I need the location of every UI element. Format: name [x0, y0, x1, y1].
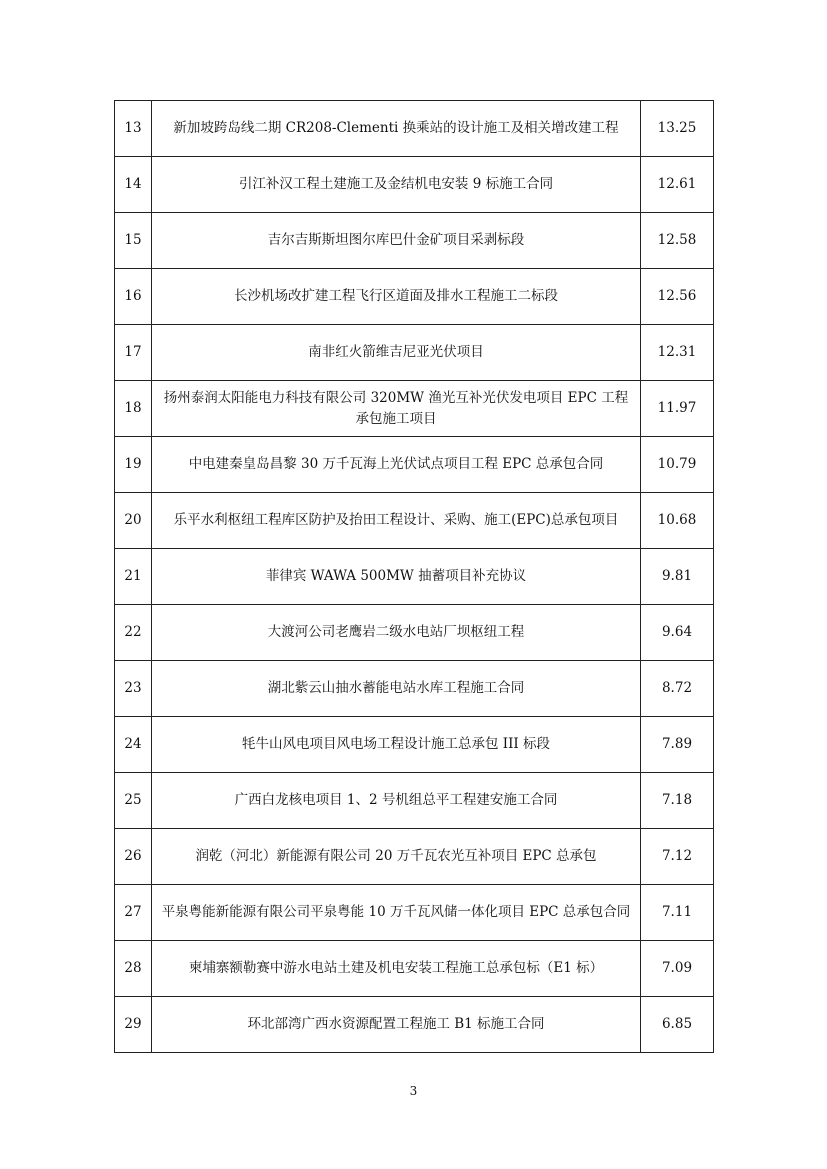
row-number: 20	[115, 493, 152, 549]
project-name: 环北部湾广西水资源配置工程施工 B1 标施工合同	[152, 997, 641, 1053]
table-row	[115, 325, 714, 381]
table-row	[115, 157, 714, 213]
row-number: 13	[115, 101, 152, 157]
row-number: 22	[115, 605, 152, 661]
table-row	[115, 101, 714, 157]
contract-amount: 10.68	[641, 493, 714, 549]
project-name: 菲律宾 WAWA 500MW 抽蓄项目补充协议	[152, 549, 641, 605]
contract-amount: 8.72	[641, 661, 714, 717]
project-name: 扬州泰润太阳能电力科技有限公司 320MW 渔光互补光伏发电项目 EPC 工程承包施工项目	[152, 381, 641, 437]
table-row	[115, 549, 714, 605]
contract-amount: 7.09	[641, 941, 714, 997]
project-name: 大渡河公司老鹰岩二级水电站厂坝枢纽工程	[152, 605, 641, 661]
table-row	[115, 941, 714, 997]
table-row	[115, 661, 714, 717]
row-number: 28	[115, 941, 152, 997]
contract-amount: 6.85	[641, 997, 714, 1053]
contract-amount: 7.11	[641, 885, 714, 941]
table-row	[115, 997, 714, 1053]
contracts-table	[114, 100, 714, 1053]
project-name: 牦牛山风电项目风电场工程设计施工总承包 III 标段	[152, 717, 641, 773]
table-row	[115, 885, 714, 941]
project-name: 平泉粤能新能源有限公司平泉粤能 10 万千瓦风储一体化项目 EPC 总承包合同	[152, 885, 641, 941]
row-number: 15	[115, 213, 152, 269]
row-number: 17	[115, 325, 152, 381]
project-name: 乐平水利枢纽工程库区防护及抬田工程设计、采购、施工(EPC)总承包项目	[152, 493, 641, 549]
table-row	[115, 437, 714, 493]
project-name: 吉尔吉斯斯坦图尔库巴什金矿项目采剥标段	[152, 213, 641, 269]
contract-amount: 7.89	[641, 717, 714, 773]
contract-amount: 11.97	[641, 381, 714, 437]
contract-amount: 7.18	[641, 773, 714, 829]
table-row	[115, 269, 714, 325]
contracts-table-body	[115, 101, 714, 1053]
project-name: 南非红火箭维吉尼亚光伏项目	[152, 325, 641, 381]
contract-amount: 13.25	[641, 101, 714, 157]
contract-amount: 12.61	[641, 157, 714, 213]
row-number: 24	[115, 717, 152, 773]
project-name: 引江补汉工程土建施工及金结机电安装 9 标施工合同	[152, 157, 641, 213]
row-number: 25	[115, 773, 152, 829]
contract-amount: 12.58	[641, 213, 714, 269]
table-row	[115, 381, 714, 437]
row-number: 26	[115, 829, 152, 885]
table-row	[115, 773, 714, 829]
contract-amount: 10.79	[641, 437, 714, 493]
row-number: 21	[115, 549, 152, 605]
project-name: 中电建秦皇岛昌黎 30 万千瓦海上光伏试点项目工程 EPC 总承包合同	[152, 437, 641, 493]
project-name: 柬埔寨额勒赛中游水电站土建及机电安装工程施工总承包标（E1 标）	[152, 941, 641, 997]
row-number: 18	[115, 381, 152, 437]
project-name: 润乾（河北）新能源有限公司 20 万千瓦农光互补项目 EPC 总承包	[152, 829, 641, 885]
project-name: 广西白龙核电项目 1、2 号机组总平工程建安施工合同	[152, 773, 641, 829]
row-number: 29	[115, 997, 152, 1053]
project-name: 长沙机场改扩建工程飞行区道面及排水工程施工二标段	[152, 269, 641, 325]
contract-amount: 9.81	[641, 549, 714, 605]
table-row	[115, 605, 714, 661]
row-number: 19	[115, 437, 152, 493]
table-row	[115, 493, 714, 549]
table-row	[115, 829, 714, 885]
project-name: 新加坡跨岛线二期 CR208-Clementi 换乘站的设计施工及相关增改建工程	[152, 101, 641, 157]
row-number: 16	[115, 269, 152, 325]
contract-amount: 12.31	[641, 325, 714, 381]
table-row	[115, 717, 714, 773]
row-number: 23	[115, 661, 152, 717]
row-number: 27	[115, 885, 152, 941]
page-number: 3	[409, 1084, 418, 1098]
project-name: 湖北紫云山抽水蓄能电站水库工程施工合同	[152, 661, 641, 717]
table-row	[115, 213, 714, 269]
contract-amount: 9.64	[641, 605, 714, 661]
row-number: 14	[115, 157, 152, 213]
contract-amount: 7.12	[641, 829, 714, 885]
contract-amount: 12.56	[641, 269, 714, 325]
